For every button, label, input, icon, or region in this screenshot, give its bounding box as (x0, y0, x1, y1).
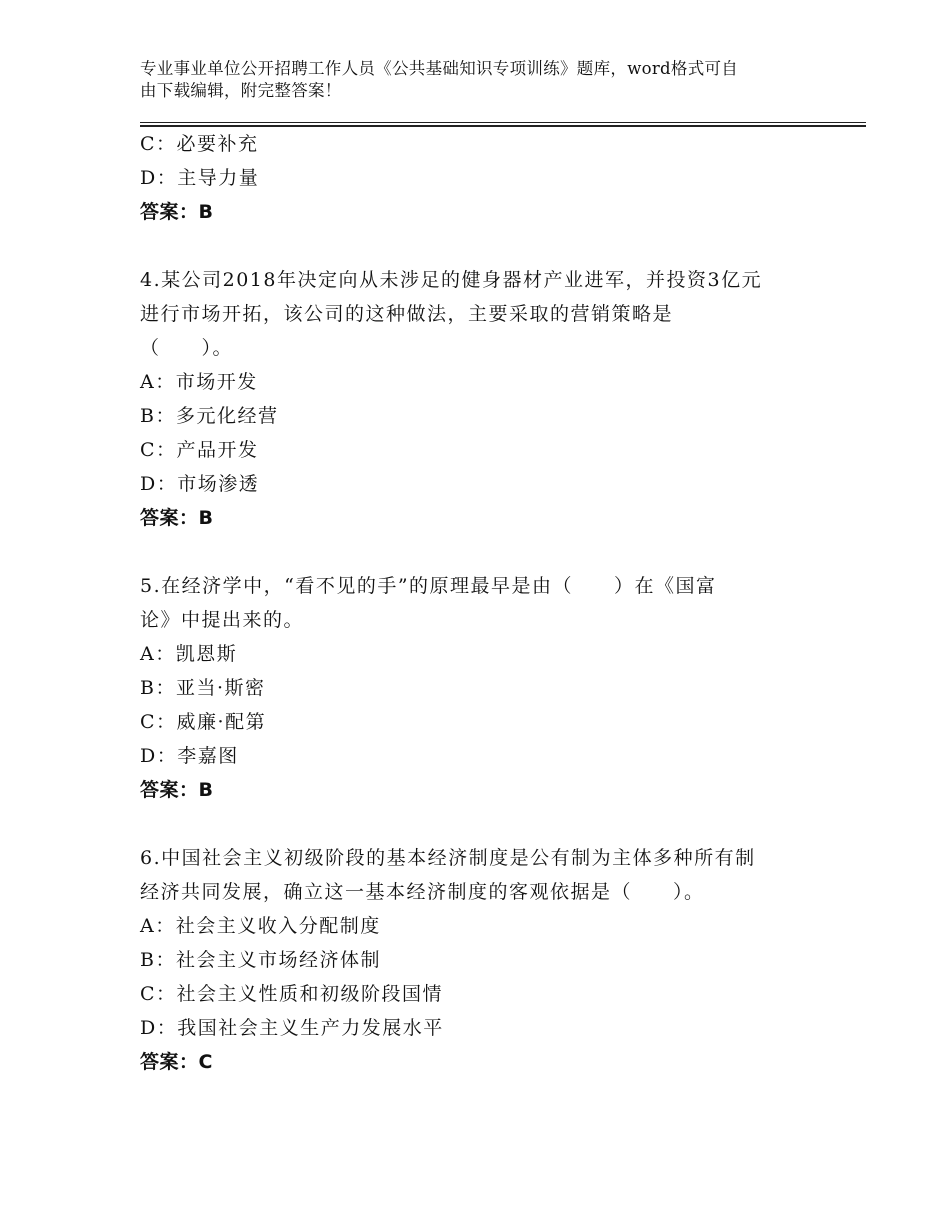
option-d: D：市场渗透 (140, 473, 260, 495)
option-d: D：我国社会主义生产力发展水平 (140, 1017, 444, 1039)
answer-label: 答案：B (140, 507, 214, 529)
page-header (140, 58, 810, 102)
spacer (140, 535, 820, 569)
option-b: B：多元化经营 (140, 405, 279, 427)
option-a: A：凯恩斯 (140, 643, 238, 665)
option-d: D：李嘉图 (140, 745, 239, 767)
option-b: B：社会主义市场经济体制 (140, 949, 381, 971)
question-list (140, 127, 820, 1079)
option-a: A：市场开发 (140, 371, 258, 393)
question-text-line: 论》中提出来的。 (140, 609, 305, 631)
answer-label: 答案：C (140, 1051, 213, 1073)
option-c: C：必要补充 (140, 133, 259, 155)
header-line-1: 专业事业单位公开招聘工作人员《公共基础知识专项训练》题库，word格式可自 (140, 59, 739, 78)
question-text-line: 经济共同发展，确立这一基本经济制度的客观依据是（ ）。 (140, 881, 705, 903)
option-a: A：社会主义收入分配制度 (140, 915, 381, 937)
question-text-line: （ ）。 (140, 337, 234, 359)
header-line-2: 由下载编辑，附完整答案！ (140, 81, 342, 100)
header-divider-thin (140, 122, 866, 123)
question-text-line: 4.某公司2018年决定向从未涉足的健身器材产业进军，并投资3亿元 (140, 269, 763, 291)
question-continued (140, 127, 820, 229)
answer-label: 答案：B (140, 779, 214, 801)
option-d: D：主导力量 (140, 167, 260, 189)
spacer (140, 807, 820, 841)
option-b: B：亚当·斯密 (140, 677, 266, 699)
option-c: C：威廉·配第 (140, 711, 267, 733)
spacer (140, 229, 820, 263)
question-text-line: 6.中国社会主义初级阶段的基本经济制度是公有制为主体多种所有制 (140, 847, 756, 869)
question-5 (140, 569, 820, 807)
question-4 (140, 263, 820, 535)
option-c: C：产品开发 (140, 439, 259, 461)
question-6 (140, 841, 820, 1079)
answer-label: 答案：B (140, 201, 214, 223)
question-text-line: 进行市场开拓，该公司的这种做法，主要采取的营销策略是 (140, 303, 674, 325)
question-text-line: 5.在经济学中，“看不见的手”的原理最早是由（ ）在《国富 (140, 575, 717, 597)
option-c: C：社会主义性质和初级阶段国情 (140, 983, 444, 1005)
